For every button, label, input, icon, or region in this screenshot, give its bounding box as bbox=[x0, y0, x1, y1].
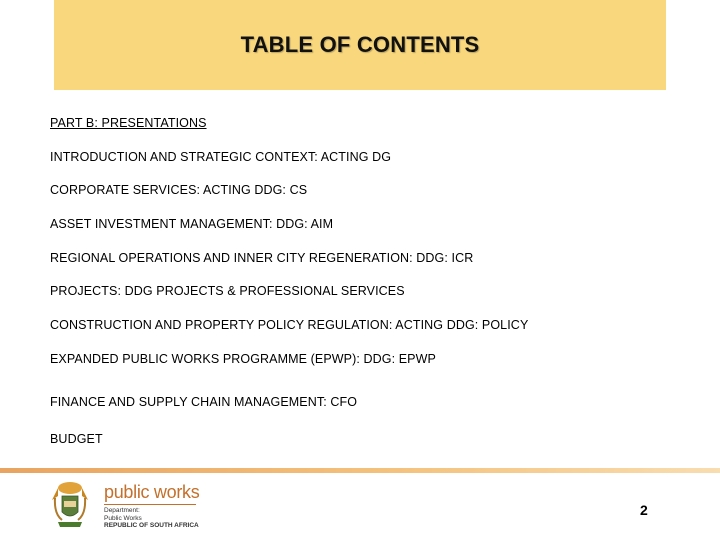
toc-item-projects: PROJECTS: DDG PROJECTS & PROFESSIONAL SERVICES bbox=[50, 284, 405, 298]
logo-line-3: REPUBLIC OF SOUTH AFRICA bbox=[104, 522, 199, 529]
toc-item-regional-operations: REGIONAL OPERATIONS AND INNER CITY REGENERATION: DDG: ICR bbox=[50, 251, 474, 265]
public-works-logo bbox=[50, 480, 210, 530]
footer-divider bbox=[0, 468, 720, 473]
toc-heading: PART B: PRESENTATIONS bbox=[50, 116, 207, 130]
logo-rule bbox=[104, 504, 196, 505]
coat-of-arms-icon bbox=[50, 480, 90, 530]
toc-item-budget: BUDGET bbox=[50, 432, 103, 446]
slide-title: TABLE OF CONTENTS bbox=[240, 32, 480, 57]
toc-item-introduction: INTRODUCTION AND STRATEGIC CONTEXT: ACTING DG bbox=[50, 150, 392, 164]
toc-item-asset-investment: ASSET INVESTMENT MANAGEMENT: DDG: AIM bbox=[50, 217, 334, 231]
toc-item-construction-policy: CONSTRUCTION AND PROPERTY POLICY REGULATION: ACTING DDG: POLICY bbox=[50, 318, 529, 332]
page-number: 2 bbox=[640, 502, 648, 518]
logo-line-2: Public Works bbox=[104, 514, 142, 522]
logo-name: public works bbox=[104, 482, 200, 502]
title-band bbox=[54, 0, 666, 90]
toc-item-corporate-services: CORPORATE SERVICES: ACTING DDG: CS bbox=[50, 183, 308, 197]
logo-line-1: Department: bbox=[104, 507, 140, 514]
toc-item-epwp: EXPANDED PUBLIC WORKS PROGRAMME (EPWP): DDG: EPWP bbox=[50, 352, 436, 366]
toc-item-finance: FINANCE AND SUPPLY CHAIN MANAGEMENT: CFO bbox=[50, 395, 358, 409]
